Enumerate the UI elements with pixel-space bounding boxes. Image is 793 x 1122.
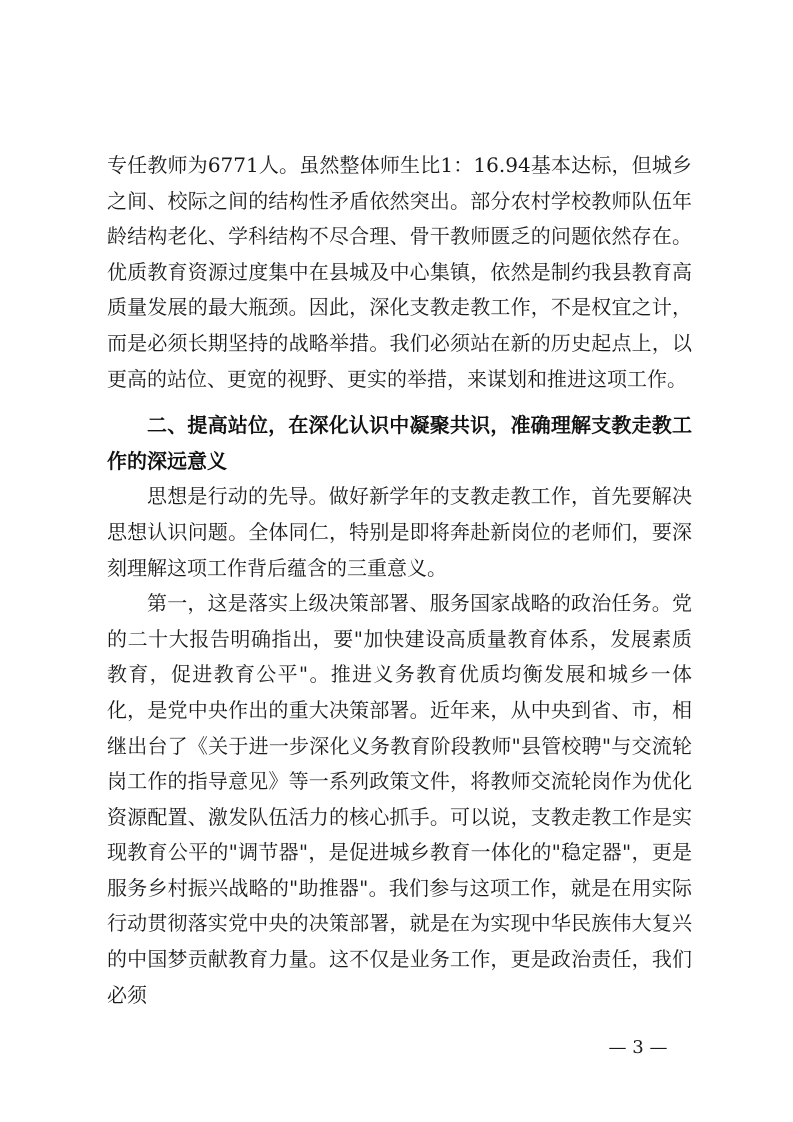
page-number: — 3 — [608,1037,668,1058]
section-heading: 二、提高站位，在深化认识中凝聚共识，准确理解支教走教工作的深远意义 [107,413,692,473]
paragraph-first-point: 第一，这是落实上级决策部署、服务国家战略的政治任务。党的二十大报告明确指出，要"加快建设高质量教育体系，发展素质教育，促进教育公平"。推进义务教育优质均衡发展和城乡一体化，是党中央作出的重大决策部署。近年来，从中央到省、市，相继出台了《关于进一步深化义务教育阶段教师"县管校聘"与交流轮岗工作的指导意见》等一系列政策文件，将教师交流轮岗作为优化资源配置、激发队伍活力的核心抓手。可以说，支教走教工作是实现教育公平的"调节器"，是促进城乡教育一体化的"稳定器"，更是服务乡村振兴战略的"助推器"。我们参与这项工作，就是在用实际行动贯彻落实党中央的决策部署，就是在为实现中华民族伟大复兴的中国梦贡献教育力量。这不仅是业务工作，更是政治责任，我们必须 [107,591,692,1007]
paragraph-thought-first: 思想是行动的先导。做好新学年的支教走教工作，首先要解决思想认识问题。全体同仁，特别是即将奔赴新岗位的老师们，要深刻理解这项工作背后蕴含的三重意义。 [107,484,692,580]
paragraph-continuation: 专任教师为6771人。虽然整体师生比1：16.94基本达标，但城乡之间、校际之间的结构性矛盾依然突出。部分农村学校教师队伍年龄结构老化、学科结构不尽合理、骨干教师匮乏的问题依然存在。优质教育资源过度集中在县城及中心集镇，依然是制约我县教育高质量发展的最大瓶颈。因此，深化支教走教工作，不是权宜之计，而是必须长期坚持的战略举措。我们必须站在新的历史起点上，以更高的站位、更宽的视野、更实的举措，来谋划和推进这项工作。 [107,153,692,391]
document-body [107,148,692,1013]
